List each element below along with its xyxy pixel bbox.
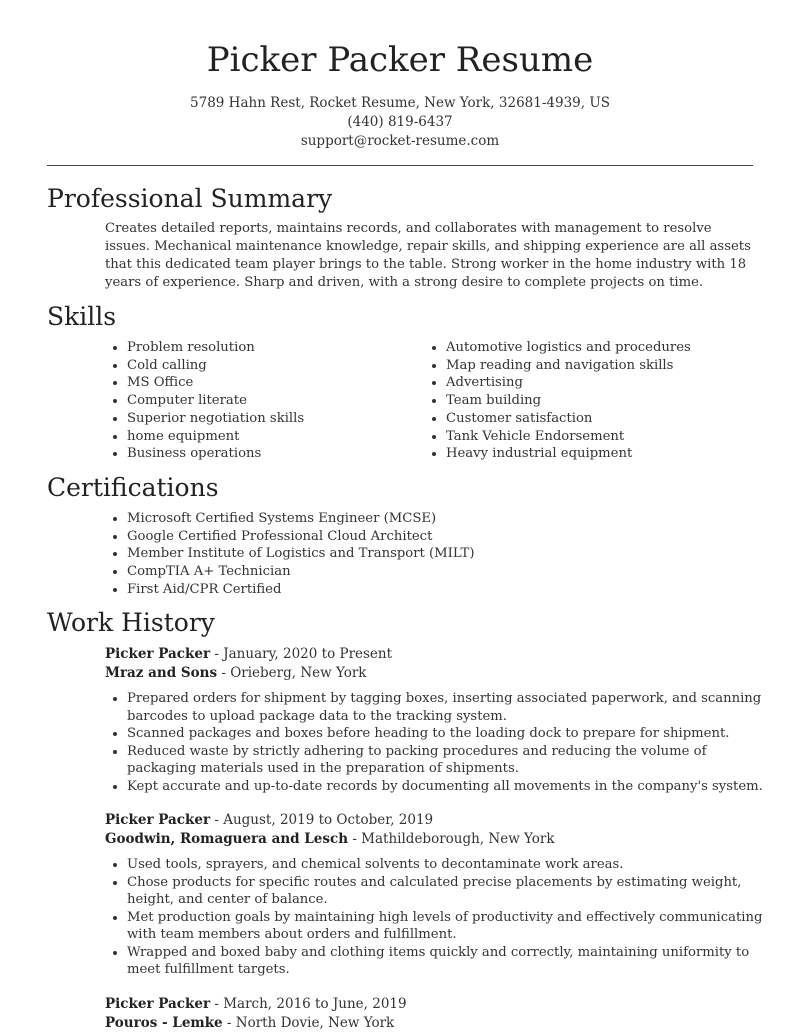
contact-block [0,94,800,151]
skill-item: • Advertising [446,374,766,392]
duty-item: • Wrapped and boxed baby and clothing items quickly and correctly, maintaining uniformity to meet fulfillment targets. [127,944,767,979]
job-location: - North Dovie, New York [222,1015,395,1031]
duty-item: • Met production goals by maintaining high levels of productivity and effectively communicating with team members about orders and fulfillment. [127,909,767,944]
certification-item: • Google Certified Professional Cloud Architect [127,528,767,546]
job-company-line [105,1014,755,1033]
summary-heading: Professional Summary [47,184,333,213]
skill-item: • Customer satisfaction [446,410,766,428]
job-company: Pouros - Lemke [105,1015,223,1031]
contact-email: support@rocket-resume.com [300,133,500,149]
job-role: Picker Packer [105,646,211,662]
certifications-list [105,510,767,599]
duty-item: • Used tools, sprayers, and chemical solvents to decontaminate work areas. [127,856,767,874]
job-header [105,645,755,683]
duty-item: • Kept accurate and up-to-date records by documenting all movements in the company's system. [127,778,767,796]
skills-heading: Skills [47,302,117,331]
duty-item: • Scanned packages and boxes before heading to the loading dock to prepare for shipment. [127,725,767,743]
skill-item: • Map reading and navigation skills [446,357,766,375]
job-dates: - March, 2016 to June, 2019 [210,996,407,1012]
duty-item: • Prepared orders for shipment by tagging boxes, inserting associated paperwork, and scanning barcodes to upload package data to the tracking system. [127,690,767,725]
certification-item: • Member Institute of Logistics and Transport (MILT) [127,545,767,563]
skills-list-left [105,339,427,463]
job-title-line [105,645,755,664]
job-company-line [105,664,755,683]
certification-item: • Microsoft Certified Systems Engineer (MCSE) [127,510,767,528]
skills-list-right [424,339,766,463]
job-duties-list [105,856,767,979]
skill-item: • Problem resolution [127,339,427,357]
skill-item: • Business operations [127,445,427,463]
skill-item: • Team building [446,392,766,410]
job-header [105,995,755,1033]
skill-item: • MS Office [127,374,427,392]
duty-item: • Reduced waste by strictly adhering to packing procedures and reducing the volume of packaging materials used in the preparation of shipments. [127,743,767,778]
skill-item: • Automotive logistics and procedures [446,339,766,357]
work-history-heading: Work History [47,608,215,637]
skill-item: • Superior negotiation skills [127,410,427,428]
skill-item: • Computer literate [127,392,427,410]
skill-item: • home equipment [127,428,427,446]
contact-address: 5789 Hahn Rest, Rocket Resume, New York, 32681-4939, US [190,95,610,111]
job-duties-list [105,690,767,795]
job-header [105,811,755,849]
job-location: - Mathildeborough, New York [348,831,555,847]
skill-item: • Tank Vehicle Endorsement [446,428,766,446]
duty-item: • Chose products for specific routes and calculated precise placements by estimating weight, height, and center of balance. [127,874,767,909]
certification-item: • CompTIA A+ Technician [127,563,767,581]
job-dates: - August, 2019 to October, 2019 [210,812,434,828]
job-role: Picker Packer [105,996,211,1012]
contact-phone: (440) 819-6437 [347,114,453,130]
job-dates: - January, 2020 to Present [210,646,393,662]
job-company: Goodwin, Romaguera and Lesch [105,831,349,847]
job-company: Mraz and Sons [105,665,218,681]
job-title-line [105,811,755,830]
job-company-line [105,830,755,849]
job-title-line [105,995,755,1014]
job-location: - Orieberg, New York [217,665,367,681]
certifications-heading: Certifications [47,473,219,502]
resume-title: Picker Packer Resume [206,40,594,80]
job-role: Picker Packer [105,812,211,828]
skill-item: • Heavy industrial equipment [446,445,766,463]
header-divider [47,165,753,166]
certification-item: • First Aid/CPR Certified [127,581,767,599]
summary-text: Creates detailed reports, maintains records, and collaborates with management to resolve issues. Mechanical maintenance knowledge, repair skills, and shipping experience are all assets that this dedicated team player brings to the table. Strong worker in the home industry with 18 years of experience. Sharp and driven, with a strong desire to complete projects on time. [105,221,751,290]
skill-item: • Cold calling [127,357,427,375]
